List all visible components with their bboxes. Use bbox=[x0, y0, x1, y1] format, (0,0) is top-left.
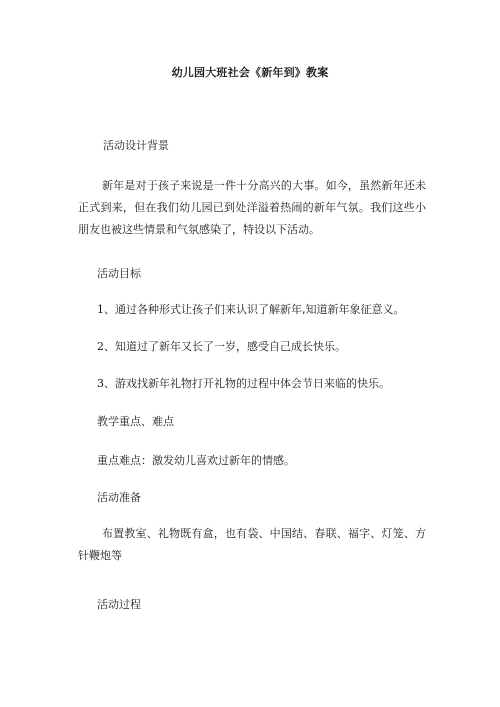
goals-heading: 活动目标 bbox=[97, 267, 141, 280]
goal-number: 3、 bbox=[97, 377, 115, 390]
goal-text: 知道过了新年又长了一岁，感受自己成长快乐。 bbox=[115, 340, 346, 353]
preparation-text: 布置教室、礼物既有盒，也有袋、中国结、春联、福字、灯笼、方针鞭炮等 bbox=[78, 527, 426, 562]
goal-item bbox=[97, 302, 405, 318]
goal-text: 通过各种形式让孩子们来认识了解新年,知道新年象征意义。 bbox=[115, 303, 405, 316]
goal-number: 2、 bbox=[97, 340, 115, 353]
preparation-paragraph bbox=[78, 523, 426, 567]
process-heading: 活动过程 bbox=[97, 598, 141, 611]
document-title: 幼儿园大班社会《新年到》教案 bbox=[171, 66, 329, 79]
key-points-text: 重点难点：激发幼儿喜欢过新年的情感。 bbox=[97, 454, 295, 467]
background-heading: 活动设计背景 bbox=[103, 139, 169, 152]
key-points-heading: 教学重点、难点 bbox=[97, 415, 174, 428]
preparation-heading: 活动准备 bbox=[97, 491, 141, 504]
goal-number: 1、 bbox=[97, 303, 115, 316]
goal-item bbox=[97, 339, 346, 355]
goal-item bbox=[97, 376, 390, 392]
background-paragraph bbox=[78, 175, 426, 241]
goal-text: 游戏找新年礼物打开礼物的过程中体会节日来临的快乐。 bbox=[115, 377, 390, 390]
background-text: 新年是对于孩子来说是一件十分高兴的大事。如今，虽然新年还未正式到来，但在我们幼儿园已到处洋溢着热闹的新年气氛。我们这些小朋友也被这些情景和气氛感染了，特设以下活动。 bbox=[78, 179, 426, 236]
